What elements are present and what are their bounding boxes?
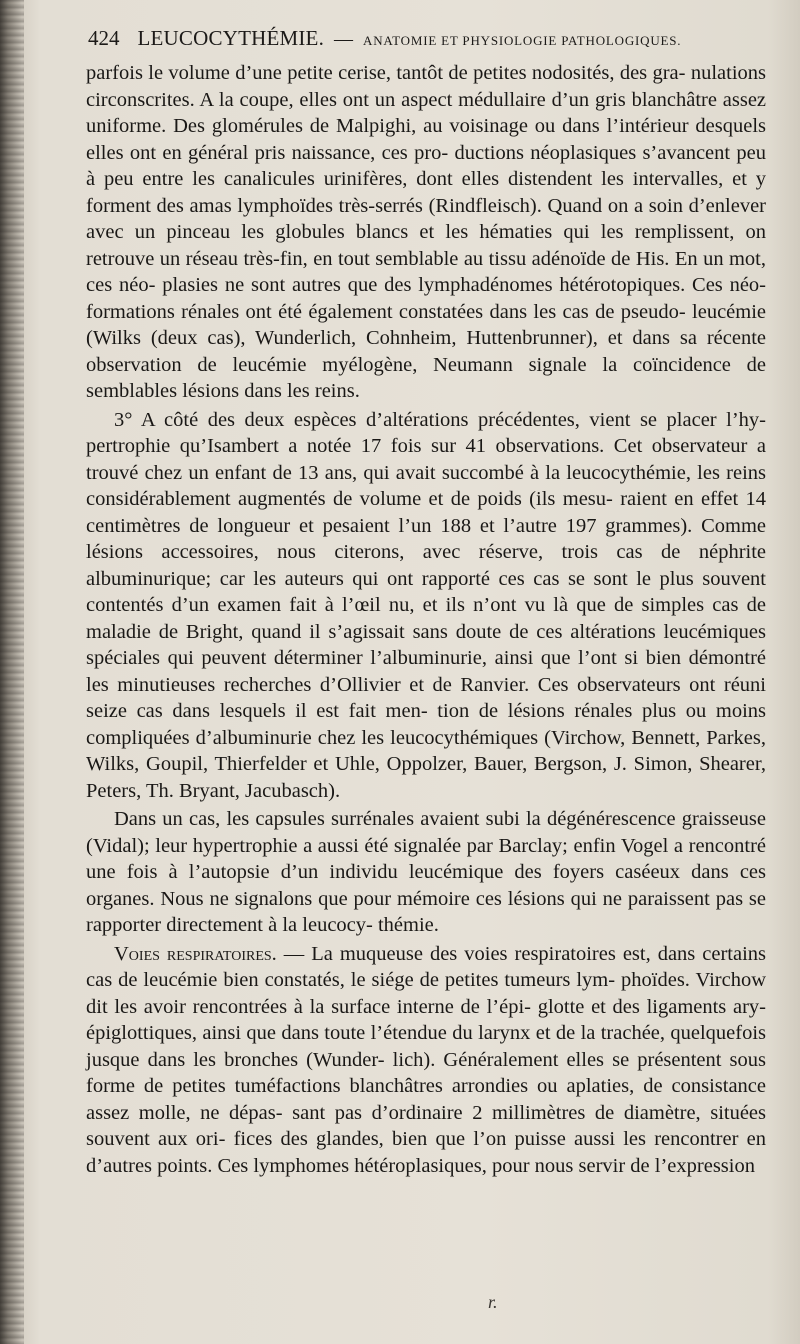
text-line: dont elles distendent les intervalles, et y forment des amas lymphoïdes <box>86 168 767 217</box>
paragraph-respiratory-tract <box>86 941 766 1180</box>
text-line: ces altérations leucémiques spéciales qui peuvent déterminer l’albuminurie, <box>86 620 766 669</box>
text-line: plasies ne sont autres que des lymphadénomes hétérotopiques. Ces néo- <box>162 274 766 296</box>
text-line: fices des glandes, bien que l’on puisse aussi les rencontrer en d’autres <box>86 1128 766 1177</box>
ink-mark: r. <box>488 1292 498 1312</box>
text-line: et Uhle, Oppolzer, Bauer, Bergson, J. Simon, Shearer, Peters, Th. Bryant, <box>86 753 766 802</box>
text-line: Dans un cas, les capsules surrénales avaient subi la dégénérescence <box>114 808 676 830</box>
text-line: ces lésions qui ne paraissent pas se rapporter directement à la leucocy- <box>86 887 767 936</box>
text-line: Jacubasch). <box>245 779 341 802</box>
running-title: LEUCOCYTHÉMIE. <box>137 26 325 50</box>
text-line: a trouvé chez un enfant de 13 ans, qui avait succombé à la leucocythémie, <box>86 435 766 484</box>
text-line: blanchâtres arrondies ou aplaties, de consistance assez molle, ne dépas- <box>86 1075 766 1124</box>
text-line: formations rénales ont été également constatées dans les cas de pseudo- <box>86 300 686 323</box>
text-line: larynx et de la trachée, quelquefois jusque dans les bronches (Wunder- <box>86 1022 767 1071</box>
text-line: phoïdes. Virchow dit les avoir rencontrées à la surface interne de l’épi- <box>86 969 767 1018</box>
text-line: gris blanchâtre assez uniforme. Des glomérules de Malpighi, au voisinage <box>86 88 767 137</box>
text-line: graisseuse (Vidal); leur hypertrophie a aussi été signalée par Barclay; <box>86 808 766 857</box>
text-line: ou dans l’intérieur desquels elles ont en général pris naissance, ces pro- <box>86 115 767 164</box>
running-header <box>88 26 768 56</box>
page-number: 424 <box>88 26 120 50</box>
text-line: points. Ces lymphomes hétéroplasiques, pour nous servir de l’expression <box>157 1154 755 1177</box>
text-line: thémie. <box>377 914 439 936</box>
text-line: glotte et des ligaments ary-épiglottiques, ainsi que dans toute l’étendue du <box>86 995 766 1044</box>
text-line: enfin Vogel a rencontré une fois à l’autopsie d’un individu leucémique <box>86 834 767 883</box>
text-line: dans sa récente observation de leucémie myélogène, Neumann signale la <box>86 327 766 376</box>
text-line: sant pas d’ordinaire 2 millimètres de diamètre, situées souvent aux ori- <box>86 1101 767 1150</box>
text-line: très-fin, en tout semblable au tissu adénoïde de His. En un mot, ces néo- <box>86 247 767 296</box>
binding-gutter <box>0 0 24 1344</box>
text-line: lich). Généralement elles se présentent sous forme de petites tuméfactions <box>86 1048 767 1097</box>
text-line: certains cas de leucémie bien constatés, le siége de petites tumeurs lym- <box>86 942 767 991</box>
running-dash: — <box>334 29 354 50</box>
text-line: très-serrés (Rindfleisch). Quand on a soin d’enlever avec un pinceau les <box>86 194 766 243</box>
text-line: pertrophie qu’Isambert a notée 17 fois sur 41 observations. Cet observateur <box>86 435 748 457</box>
text-line: ainsi que l’ont si bien démontré les minutieuses recherches d’Ollivier et de <box>86 647 767 696</box>
text-line: tion de lésions rénales plus ou moins compliquées d’albuminurie chez les <box>86 700 767 749</box>
text-line: parfois le volume d’une petite cerise, tantôt de petites nodosités, des gra- <box>86 62 686 84</box>
text-line: nulations circonscrites. A la coupe, elles ont un aspect médullaire d’un <box>86 62 766 111</box>
text-line: Ranvier. Ces observateurs ont réuni seize cas dans lesquels il est fait men- <box>86 673 766 722</box>
text-line: coïncidence de semblables lésions dans les reins. <box>86 353 767 402</box>
section-heading: Voies respiratoires. <box>114 942 277 965</box>
text-line: cas se sont le plus souvent contentés d’un examen fait à l’œil nu, et ils n’ont <box>86 567 766 616</box>
text-line: raient en effet 14 centimètres de longueur et pesaient l’un 188 et l’autre <box>86 488 766 537</box>
text-line: 197 grammes). Comme lésions accessoires, nous citerons, avec réserve, <box>86 514 766 563</box>
text-line: trois cas de néphrite albuminurique; car les auteurs qui ont rapporté ces <box>86 541 767 590</box>
paragraph-suprarenal-capsules <box>86 806 766 939</box>
text-line: globules blancs et les hématies qui les remplissent, on retrouve un réseau <box>86 221 766 270</box>
body-text <box>86 60 766 1179</box>
text-line: des foyers caséeux dans ces organes. Nous ne signalons que pour mémoire <box>86 861 766 910</box>
text-line: leucémie (Wilks (deux cas), Wunderlich, Cohnheim, Huttenbrunner), et <box>86 300 767 349</box>
text-line: ductions néoplasiques s’avancent peu à peu entre les canalicules urinifères, <box>86 141 766 190</box>
paragraph-hypertrophy <box>86 407 766 805</box>
text-line: 3° A côté des deux espèces d’altérations précédentes, vient se placer l’hy- <box>114 408 766 431</box>
running-subtitle: ANATOMIE ET PHYSIOLOGIE PATHOLOGIQUES. <box>363 33 682 48</box>
text-line: leucocythémiques (Virchow, Bennett, Parkes, Wilks, Goupil, Thierfelder <box>86 726 766 775</box>
text-line: vu là que de simples cas de maladie de Bright, quand il s’agissait sans doute de <box>86 594 766 643</box>
text-line: les reins considérablement augmentés de volume et de poids (ils mesu- <box>86 461 766 510</box>
text-line: Voies respiratoires. — La muqueuse des voies respiratoires est, dans <box>114 942 696 965</box>
paragraph-kidney-neoplasms <box>86 60 766 405</box>
